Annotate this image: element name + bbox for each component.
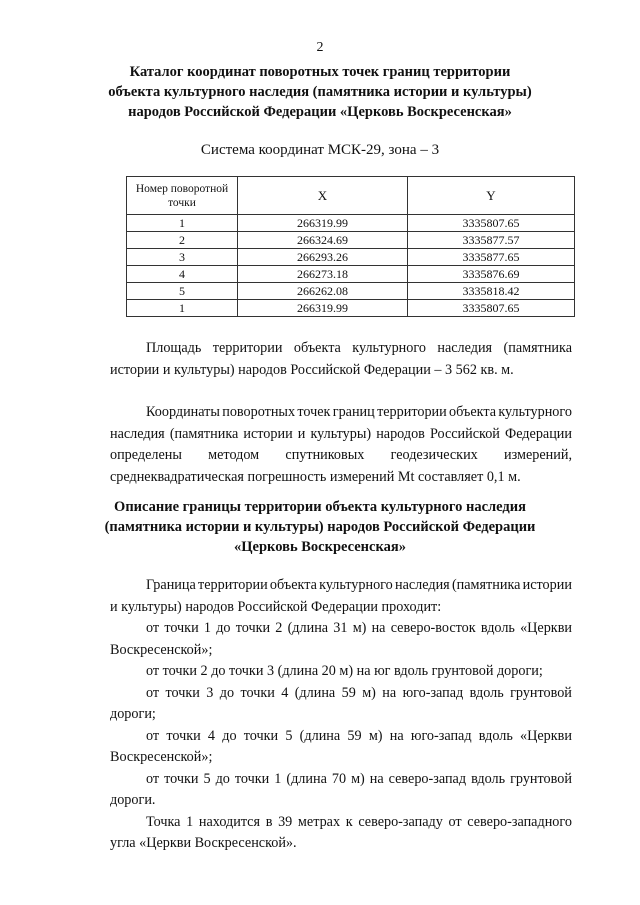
text-line [110, 769, 572, 791]
table-row [127, 215, 575, 232]
word: до [216, 620, 231, 636]
text-line: и культуры) народов Российской Федерации проходит: [110, 598, 442, 615]
word: до [215, 770, 230, 787]
word: точки [164, 620, 199, 636]
word: культурного [319, 577, 393, 593]
cell-point: 4 [127, 266, 238, 283]
cell-y: 3335818.42 [408, 283, 575, 300]
word: от [146, 620, 160, 636]
word: Российской [429, 425, 500, 442]
text-line [110, 726, 572, 748]
text-line [110, 338, 572, 360]
word: вдоль [478, 727, 513, 744]
coordinates-table [126, 176, 575, 317]
cell-point: 5 [127, 283, 238, 300]
word: 1 [186, 813, 194, 830]
table-row [127, 266, 575, 283]
method-paragraph [110, 402, 572, 488]
cell-point: 1 [127, 215, 238, 232]
catalog-title-line: Каталог координат поворотных точек границ территории [129, 64, 511, 80]
word: наследия [437, 340, 493, 356]
word: точки [243, 727, 279, 744]
word: истории [522, 577, 572, 593]
word: 1 [203, 620, 211, 636]
table-row [127, 249, 575, 266]
word: точки [240, 684, 275, 701]
word: народов [376, 425, 425, 442]
word: 39 [278, 813, 293, 830]
word: спутниковых [285, 447, 365, 463]
word: (длина [287, 620, 329, 636]
cell-y: 3335807.65 [408, 300, 575, 317]
word: юго-запад [410, 727, 472, 744]
description-title [0, 497, 640, 557]
table-row [127, 283, 575, 300]
word: культурного [498, 404, 572, 420]
word: «Церкви [520, 727, 572, 744]
word: от [146, 684, 160, 701]
word: на [382, 684, 397, 701]
cell-point: 2 [127, 232, 238, 249]
table-row [127, 232, 575, 249]
word: на [371, 620, 386, 636]
word: северо-восток [390, 620, 476, 636]
cell-x: 266262.08 [238, 283, 408, 300]
boundary-description [110, 575, 572, 855]
text-line [110, 424, 572, 446]
text-line: Воскресенской»; [110, 749, 213, 765]
word: объекта [293, 340, 341, 356]
word: 4 [281, 684, 289, 701]
header-point-number [127, 177, 238, 215]
word: северо-западу [358, 813, 443, 830]
word: (длина [294, 684, 336, 701]
word: к [345, 813, 353, 830]
word: точки [165, 684, 200, 701]
word: 5 [203, 770, 211, 787]
word: и [297, 425, 306, 442]
word: Точка [146, 813, 181, 830]
text-line: истории и культуры) народов Российской Федерации – 3 562 кв. м. [110, 361, 514, 378]
word: точки [234, 770, 270, 787]
cell-y: 3335876.69 [408, 266, 575, 283]
table-header-row [127, 177, 575, 215]
header-point-line: точки [168, 196, 196, 209]
text-line [110, 575, 572, 597]
word: северо-запад [388, 770, 467, 787]
word: от [448, 813, 462, 830]
word: Граница [146, 577, 196, 593]
word: культурного [352, 340, 426, 356]
word: измерений, [504, 447, 572, 463]
cell-y: 3335807.65 [408, 215, 575, 232]
catalog-title [0, 62, 640, 122]
word: грунтовой [510, 684, 572, 701]
word: вдоль [480, 620, 515, 636]
header-y: Y [408, 177, 575, 215]
word: точек [297, 404, 331, 420]
description-title-line: (памятника истории и культуры) народов Российской Федерации [104, 519, 536, 535]
text-line: Воскресенской»; [110, 641, 213, 658]
cell-point: 3 [127, 249, 238, 266]
header-point-line: Номер поворотной [135, 182, 229, 195]
word: до [222, 727, 237, 744]
word: юго-запад [402, 684, 464, 701]
word: м) [351, 770, 365, 787]
word: объекта [269, 577, 317, 593]
word: 4 [207, 727, 216, 744]
cell-y: 3335877.57 [408, 232, 575, 249]
text-line: дороги. [110, 792, 156, 808]
word: 31 [333, 620, 348, 636]
description-title-line: Описание границы территории объекта культурного наследия [114, 499, 526, 515]
word: на [369, 770, 384, 787]
word: 5 [285, 727, 293, 744]
cell-point: 1 [127, 300, 238, 317]
word: 70 [331, 770, 347, 787]
word: до [219, 684, 235, 701]
word: 1 [274, 770, 282, 787]
word: 3 [206, 684, 214, 701]
word: (памятника [451, 577, 521, 593]
word: от [146, 727, 160, 744]
word: точки [164, 770, 199, 787]
text-line [110, 812, 572, 834]
word: северо-западного [467, 813, 572, 830]
word: наследия [394, 577, 450, 593]
word: м) [352, 620, 367, 636]
word: грунтовой [510, 770, 572, 787]
word: (длина [286, 770, 327, 787]
page-number: 2 [316, 40, 324, 55]
text-line: среднеквадратическая погрешность измерений Mt составляет 0,1 м. [110, 468, 521, 485]
word: наследия [110, 425, 165, 442]
word: методом [208, 447, 260, 463]
text-line [110, 683, 572, 705]
text-line: дороги; [110, 706, 156, 722]
description-title-line: «Церковь Воскресенская» [234, 539, 406, 555]
word: 2 [275, 620, 283, 636]
word: в [265, 813, 273, 830]
area-paragraph [110, 338, 572, 381]
word: метрах [297, 813, 341, 830]
word: территории [377, 404, 447, 420]
word: геодезических [390, 447, 478, 463]
word: точки [235, 620, 271, 636]
text-line: угла «Церкви Воскресенской». [110, 835, 297, 851]
word: вдоль [469, 684, 504, 701]
text-line [110, 402, 572, 424]
catalog-title-line: народов Российской Федерации «Церковь Воскресенская» [128, 104, 512, 120]
word: 59 [347, 727, 362, 744]
cell-x: 266319.99 [238, 300, 408, 317]
word: (длина [299, 727, 341, 744]
cell-x: 266319.99 [238, 215, 408, 232]
cell-x: 266293.26 [238, 249, 408, 266]
word: истории [243, 425, 293, 442]
word: 59 [341, 684, 356, 701]
cell-y: 3335877.65 [408, 249, 575, 266]
word: (памятника [503, 340, 572, 356]
header-x: X [238, 177, 408, 215]
word: от [146, 770, 160, 787]
word: точки [166, 727, 201, 744]
word: границ [332, 404, 375, 420]
word: «Церкви [520, 620, 572, 636]
word: Площадь [146, 340, 202, 356]
table-row [127, 300, 575, 317]
word: вдоль [471, 770, 506, 787]
text-line [110, 618, 572, 640]
word: территории [198, 577, 268, 593]
word: (памятника [169, 425, 239, 442]
cell-x: 266324.69 [238, 232, 408, 249]
text-line: от точки 2 до точки 3 (длина 20 м) на юг вдоль грунтовой дороги; [146, 663, 543, 679]
text-line [110, 445, 572, 467]
word: на [389, 727, 404, 744]
word: м) [362, 684, 376, 701]
word: территории [212, 340, 283, 356]
catalog-title-line: объекта культурного наследия (памятника истории и культуры) [108, 84, 532, 100]
word: Федерации [504, 425, 572, 442]
word: Координаты [146, 404, 220, 420]
word: находится [198, 813, 261, 830]
word: объекта [449, 404, 497, 420]
coordinate-system: Система координат МСК-29, зона – 3 [200, 142, 440, 158]
word: культуры) [310, 425, 372, 442]
word: м) [368, 727, 383, 744]
word: поворотных [222, 404, 296, 420]
cell-x: 266273.18 [238, 266, 408, 283]
word: определены [110, 447, 182, 463]
